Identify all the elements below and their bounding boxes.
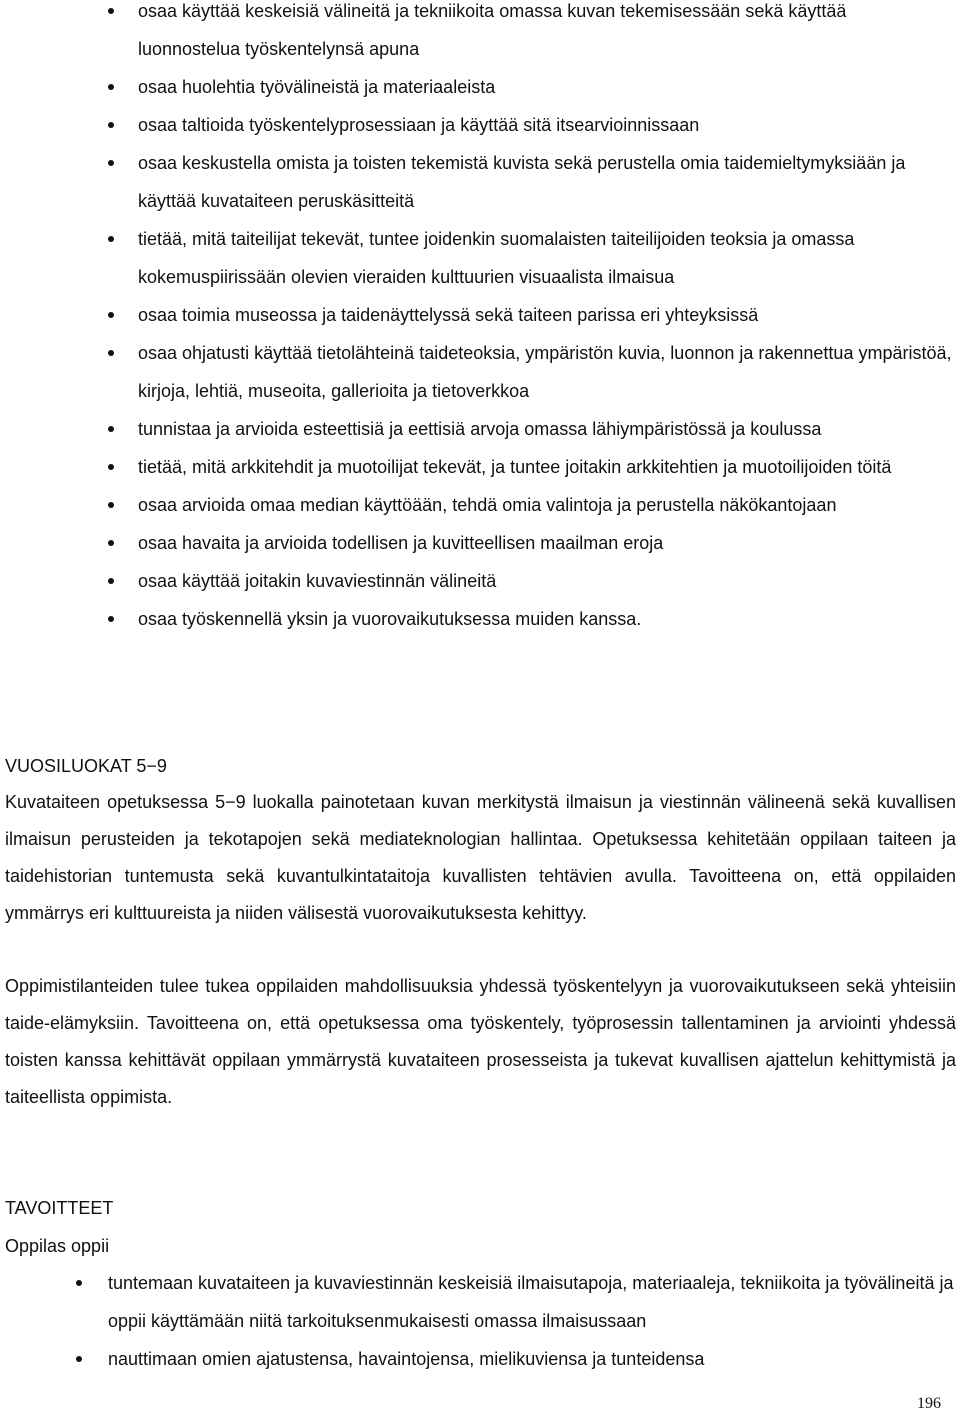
bullet-icon [108, 464, 114, 470]
page-number: 196 [917, 1395, 941, 1412]
list-item [138, 220, 953, 296]
goals-intro: Oppilas oppii [5, 1236, 110, 1256]
list-item-text: tuntemaan kuvataiteen ja kuvaviestinnän keskeisiä ilmaisutapoja, materiaaleja, tekniikoita ja työvälineitä ja oppii käyttämään niitä tarkoituksenmukaisesti omassa ilmaisussaan [108, 1273, 954, 1331]
list-item [138, 296, 953, 334]
bullet-icon [108, 8, 114, 14]
bullet-icon [76, 1356, 82, 1362]
bullet-icon [76, 1280, 82, 1286]
list-item [138, 334, 953, 410]
list-item-text: osaa toimia museossa ja taidenäyttelyssä sekä taiteen parissa eri yhteyksissä [138, 305, 759, 325]
bullet-icon [108, 122, 114, 128]
bullet-icon [108, 236, 114, 242]
list-item [138, 448, 953, 486]
body-paragraph: Oppimistilanteiden tulee tukea oppilaiden mahdollisuuksia yhdessä työskentelyyn ja vuorovaikutukseen sekä yhteisiin taide-elämyksiin. Tavoitteena on, että opetuksessa oma työskentely, työprosessin tallentaminen ja arviointi yhdessä toisten kanssa kehittävät oppilaan ymmärrystä kuvataiteen prosesseista ja tukevat kuvallisen ajattelun kehittymistä ja taiteellista oppimista. [5, 976, 956, 1107]
list-item [138, 144, 953, 220]
list-item-text: osaa havaita ja arvioida todellisen ja kuvitteellisen maailman eroja [138, 533, 664, 553]
list-item-text: tietää, mitä taiteilijat tekevät, tuntee joidenkin suomalaisten taiteilijoiden teoksia ja omassa kokemuspiirissään olevien vieraiden kulttuurien visuaalista ilmaisua [138, 229, 855, 287]
bullet-icon [108, 84, 114, 90]
list-item-text: nauttimaan omien ajatustensa, havaintojensa, mielikuviensa ja tunteidensa [108, 1349, 705, 1369]
list-item-text: osaa huolehtia työvälineistä ja materiaaleista [138, 77, 496, 97]
list-item [138, 486, 953, 524]
list-item-text: osaa keskustella omista ja toisten tekemistä kuvista sekä perustella omia taidemieltymyksiään ja käyttää kuvataiteen peruskäsitteitä [138, 153, 906, 211]
list-item [138, 600, 953, 638]
list-item [138, 410, 953, 448]
list-item-text: osaa arvioida omaa median käyttöään, tehdä omia valintoja ja perustella näkökantojaan [138, 495, 837, 515]
body-paragraph: Kuvataiteen opetuksessa 5−9 luokalla painotetaan kuvan merkitystä ilmaisun ja viestinnän välineenä sekä kuvallisen ilmaisun perusteiden ja tekotapojen sekä mediateknologian hallintaa. Opetuksessa kehitetään oppilaan taiteen ja taidehistorian tuntemusta sekä kuvantulkintataitoja kuvallisten tehtävien avulla. Tavoitteena on, että oppilaiden ymmärrys eri kulttuureista ja niiden välisestä vuorovaikutuksesta kehittyy. [5, 792, 956, 923]
list-item-text: tunnistaa ja arvioida esteettisiä ja eettisiä arvoja omassa lähiympäristössä ja koulussa [138, 419, 822, 439]
bullet-icon [108, 616, 114, 622]
list-item [108, 1340, 958, 1378]
goals-heading: TAVOITTEET [5, 1198, 114, 1218]
list-item [138, 562, 953, 600]
list-item-text: tietää, mitä arkkitehdit ja muotoilijat tekevät, ja tuntee joitakin arkkitehtien ja muotoilijoiden töitä [138, 457, 892, 477]
bullet-icon [108, 160, 114, 166]
list-item-text: osaa käyttää joitakin kuvaviestinnän välineitä [138, 571, 497, 591]
list-item-text: osaa ohjatusti käyttää tietolähteinä taideteoksia, ympäristön kuvia, luonnon ja rakennettua ympäristöä, kirjoja, lehtiä, museoita, gallerioita ja tietoverkkoa [138, 343, 952, 401]
list-item [138, 524, 953, 562]
list-item-text: osaa taltioida työskentelyprosessiaan ja käyttää sitä itsearvioinnissaan [138, 115, 700, 135]
list-item [138, 106, 953, 144]
list-item-text: osaa työskennellä yksin ja vuorovaikutuksessa muiden kanssa. [138, 609, 642, 629]
bullet-icon [108, 502, 114, 508]
bullet-icon [108, 426, 114, 432]
list-item-text: osaa käyttää keskeisiä välineitä ja tekniikoita omassa kuvan tekemisessään sekä käyttää luonnostelua työskentelynsä apuna [138, 1, 847, 59]
list-item [138, 68, 953, 106]
section-heading: VUOSILUOKAT 5−9 [5, 756, 167, 776]
bullet-icon [108, 578, 114, 584]
list-item [138, 0, 953, 68]
bullet-icon [108, 540, 114, 546]
list-item [108, 1264, 958, 1340]
bullet-icon [108, 312, 114, 318]
goals-bullet-list [108, 1264, 958, 1378]
bullet-icon [108, 350, 114, 356]
top-bullet-list [138, 0, 953, 638]
